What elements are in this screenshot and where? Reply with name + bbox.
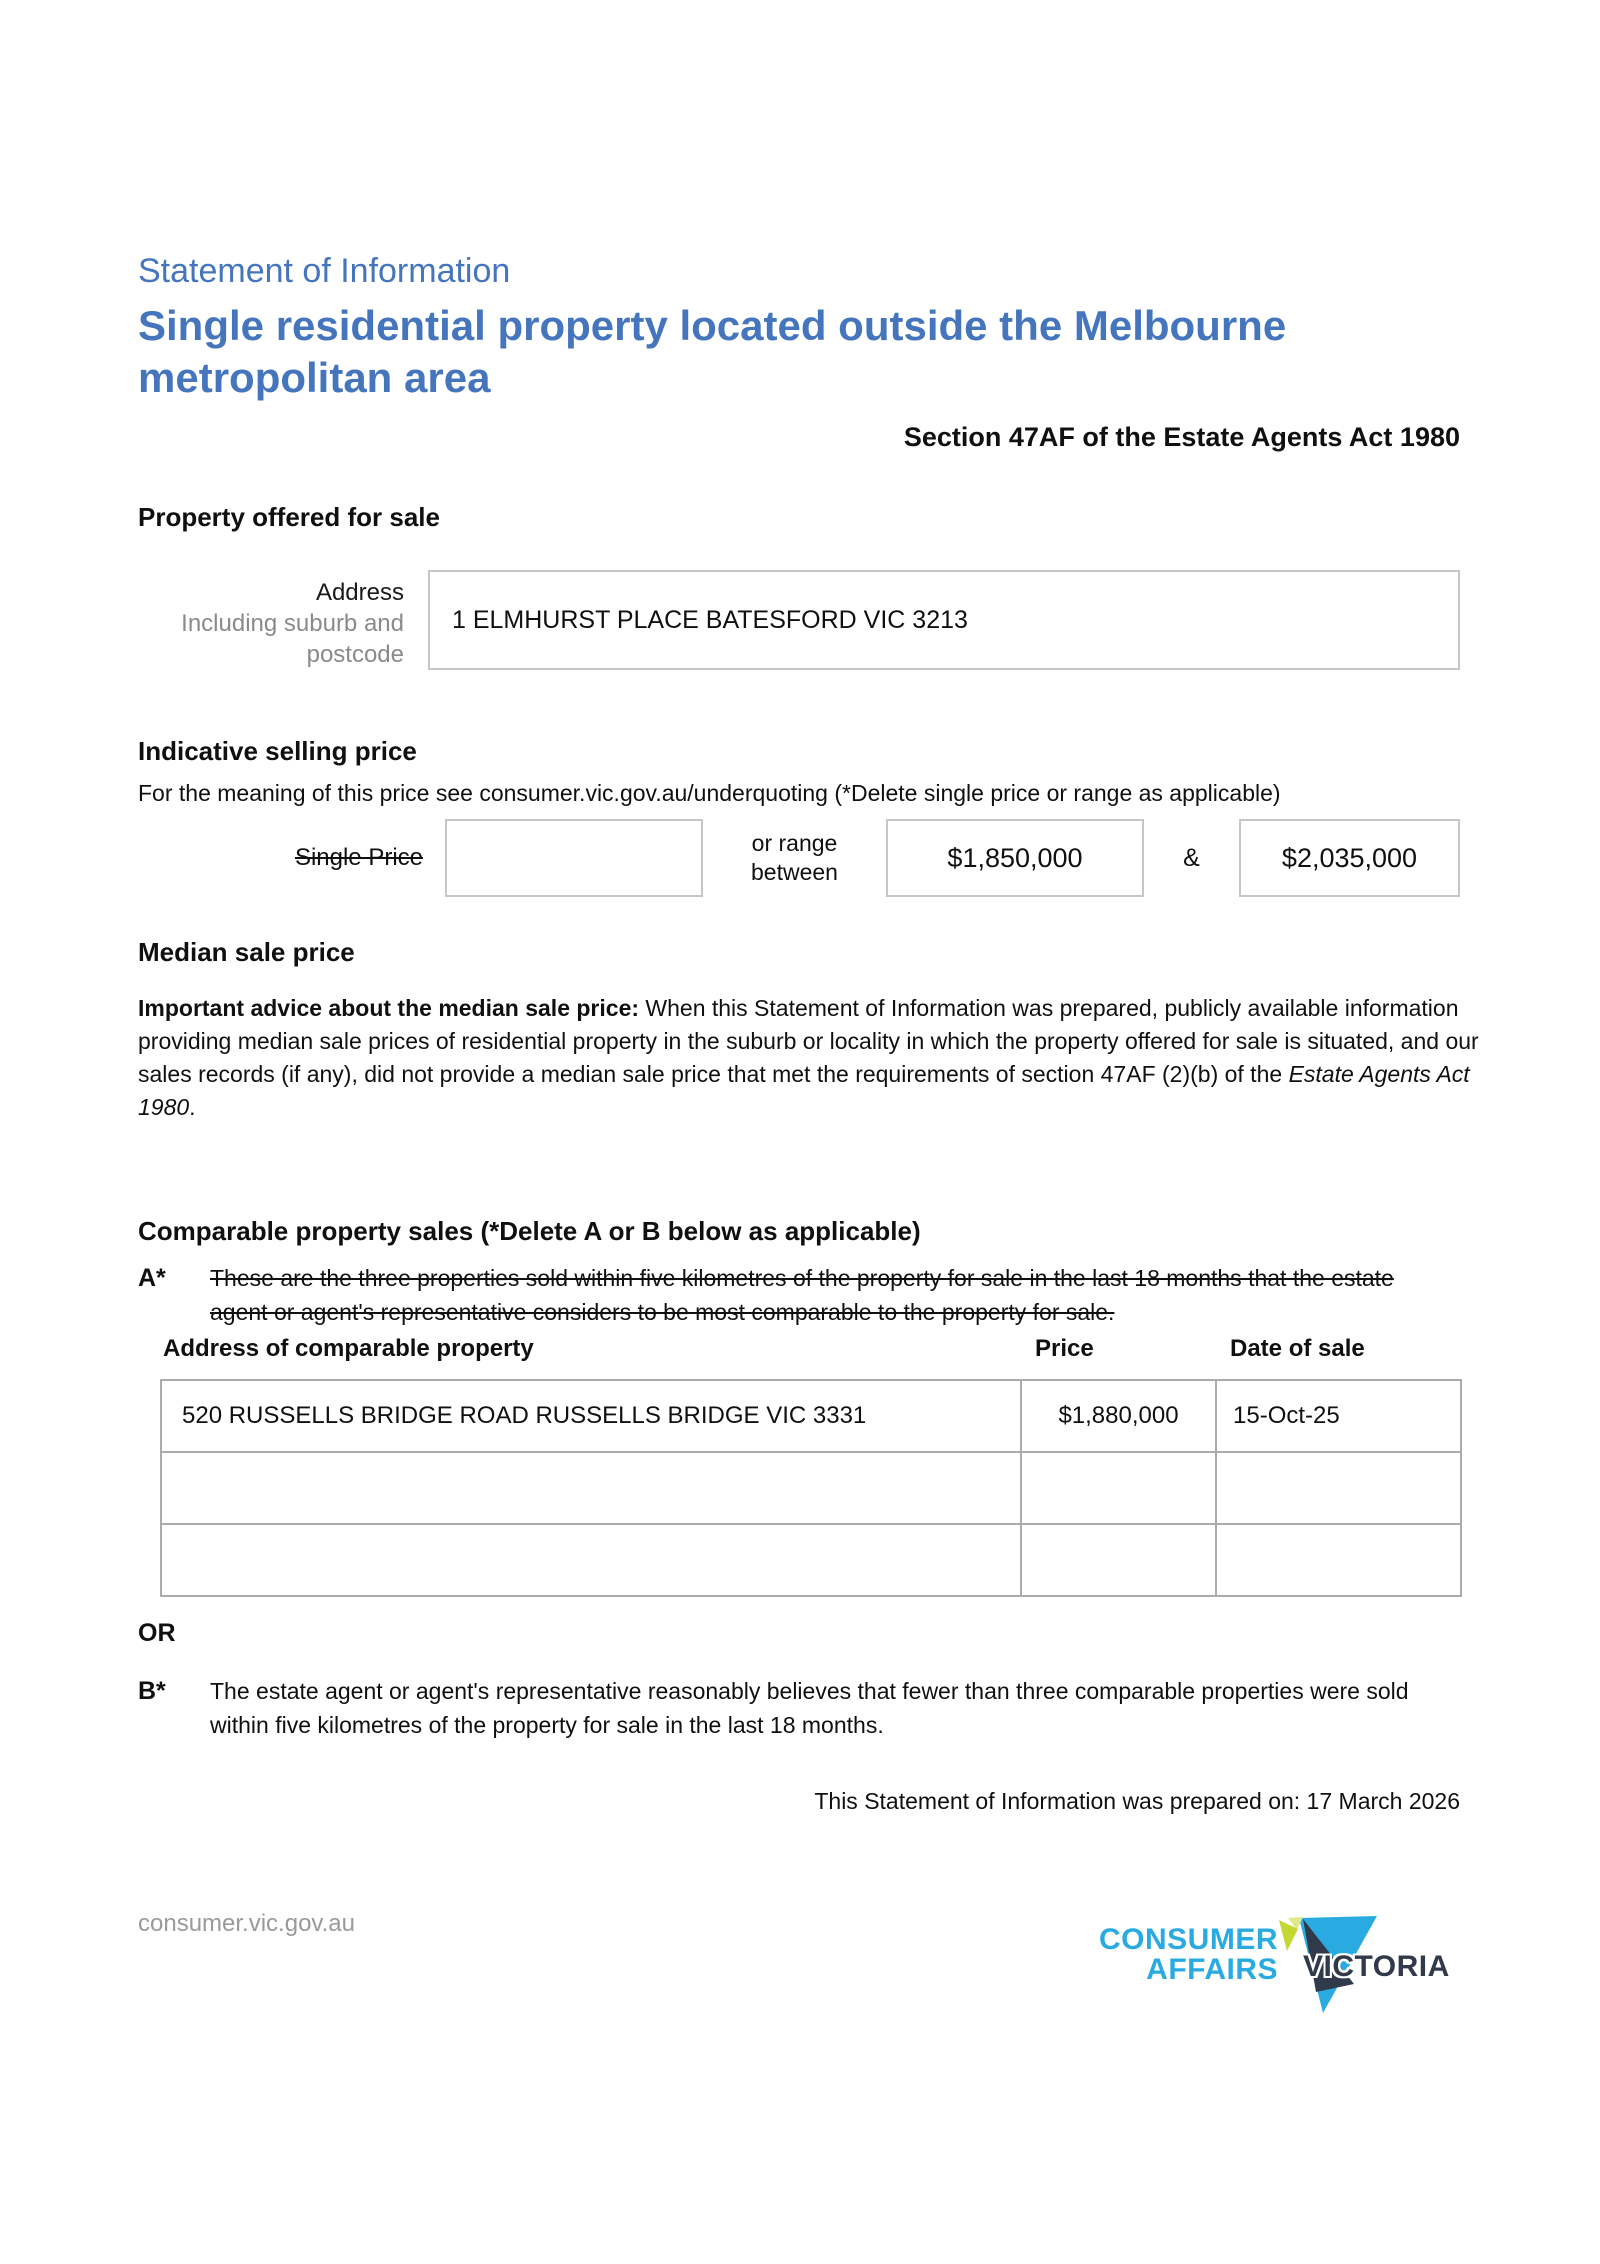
ampersand-label: & xyxy=(1183,843,1200,872)
option-b-row xyxy=(138,1674,1460,1742)
table-row xyxy=(161,1452,1461,1524)
comparable-address-cell[interactable]: 520 RUSSELLS BRIDGE ROAD RUSSELLS BRIDGE VIC 3331 xyxy=(161,1380,1021,1452)
property-offered-heading: Property offered for sale xyxy=(138,502,440,532)
range-from-value: $1,850,000 xyxy=(947,842,1083,873)
address-row xyxy=(138,570,1460,670)
comparable-date-cell[interactable] xyxy=(1216,1524,1461,1596)
address-label: Address xyxy=(315,579,404,606)
option-b-text: The estate agent or agent's representative reasonably believes that fewer than three comparable properties were sold within five kilometres of the property for sale in the last 18 months. xyxy=(210,1678,1409,1738)
median-advice-paragraph xyxy=(138,992,1483,1124)
range-from-field[interactable] xyxy=(886,819,1144,897)
doc-title: Single residential property located outside the Melbourne metropolitan area xyxy=(138,302,1287,401)
option-a-label: A* xyxy=(138,1264,166,1292)
median-advice-body: When this Statement of Information was prepared, publicly available information providing median sale prices of residential property in the suburb or locality in which the property offered for sale is situated, and our sales records (if any), did not provide a median sale price that met the requirements of section 47AF (2)(b) of the xyxy=(138,995,1479,1087)
table-row xyxy=(161,1380,1461,1452)
logo-word-victoria: VICTORIA xyxy=(1303,1950,1450,1983)
table-header-row xyxy=(161,1335,1461,1380)
logo-word-affairs: AFFAIRS xyxy=(1146,1953,1278,1986)
option-b-label: B* xyxy=(138,1677,166,1705)
prepared-date-line: This Statement of Information was prepared on: 17 March 2026 xyxy=(814,1788,1460,1814)
act-section-reference: Section 47AF of the Estate Agents Act 1980 xyxy=(903,422,1460,452)
price-row xyxy=(138,819,1460,897)
comparable-address-cell[interactable] xyxy=(161,1452,1021,1524)
comparable-date-cell[interactable]: 15-Oct-25 xyxy=(1216,1380,1461,1452)
range-label-line1: or range xyxy=(751,830,838,856)
address-label-block xyxy=(138,570,428,670)
address-value: 1 ELMHURST PLACE BATESFORD VIC 3213 xyxy=(452,605,968,634)
comparable-price-cell[interactable] xyxy=(1021,1524,1216,1596)
range-to-field[interactable] xyxy=(1239,819,1460,897)
or-label: OR xyxy=(138,1619,176,1647)
doc-subtitle: Statement of Information xyxy=(138,252,511,290)
comparable-price-cell[interactable]: $1,880,000 xyxy=(1021,1380,1216,1452)
comparable-date-cell[interactable] xyxy=(1216,1452,1461,1524)
range-label xyxy=(703,829,886,887)
header-date-of-sale: Date of sale xyxy=(1230,1335,1365,1362)
comparable-sales-heading: Comparable property sales (*Delete A or B below as applicable) xyxy=(138,1216,921,1246)
range-label-line2: between xyxy=(751,859,838,885)
indicative-price-heading: Indicative selling price xyxy=(138,736,417,766)
act-name-italic: Estate Agents Act 1980 xyxy=(138,1061,1470,1120)
option-a-row xyxy=(138,1261,1460,1329)
document-content xyxy=(138,0,1479,1815)
logo-word-consumer: CONSUMER xyxy=(1098,1923,1278,1956)
single-price-label: Single Price xyxy=(294,844,423,871)
single-price-field[interactable] xyxy=(445,819,703,897)
address-sublabel: Including suburb and postcode xyxy=(181,610,404,668)
header-price: Price xyxy=(1035,1335,1094,1362)
consumer-affairs-victoria-logo xyxy=(1095,1895,1465,2030)
footer-website: consumer.vic.gov.au xyxy=(138,1910,355,1937)
indicative-price-note: For the meaning of this price see consumer.vic.gov.au/underquoting (*Delete single price or range as applicable) xyxy=(138,780,1281,806)
header-address: Address of comparable property xyxy=(163,1335,534,1362)
comparable-address-cell[interactable] xyxy=(161,1524,1021,1596)
median-price-heading: Median sale price xyxy=(138,937,355,967)
comparable-sales-table xyxy=(160,1335,1462,1597)
median-advice-end: . xyxy=(189,1094,196,1120)
median-advice-lead: Important advice about the median sale price: xyxy=(138,995,640,1021)
address-field[interactable] xyxy=(428,570,1460,670)
option-a-text: These are the three properties sold within five kilometres of the property for sale in the last 18 months that the estate agent or agent's representative considers to be most comparable to the property for sale. xyxy=(210,1265,1394,1325)
range-to-value: $2,035,000 xyxy=(1281,842,1418,873)
comparable-price-cell[interactable] xyxy=(1021,1452,1216,1524)
table-row xyxy=(161,1524,1461,1596)
